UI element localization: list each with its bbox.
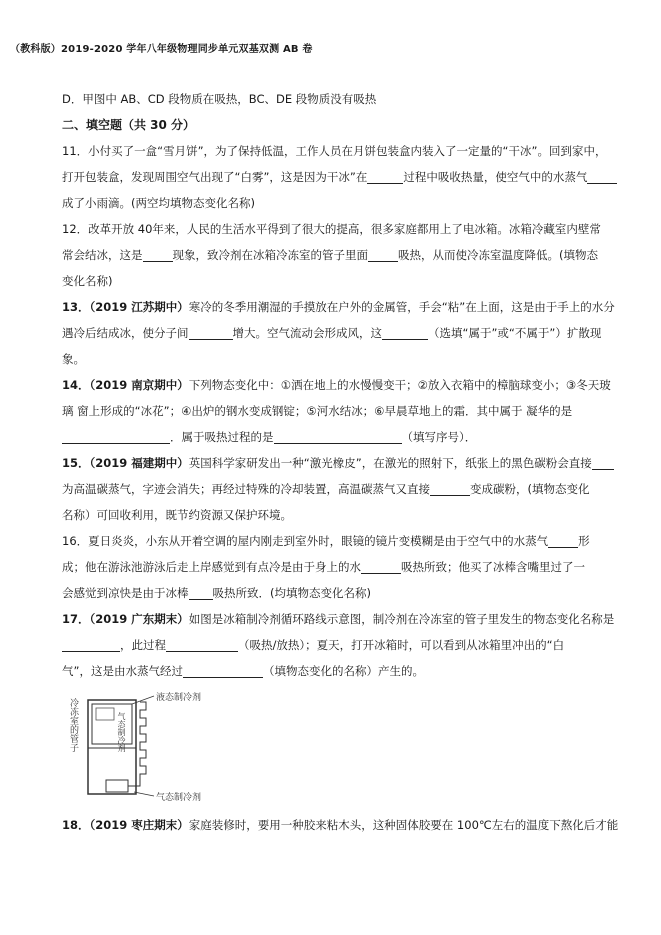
q13-blank-1[interactable] <box>189 325 233 340</box>
q17-text-e: （填物态变化的名称）产生的。 <box>262 664 424 678</box>
q12-text-a: 常会结冰，这是 <box>62 248 143 262</box>
q16-blank-3[interactable] <box>189 585 213 600</box>
q17-line-1 <box>62 606 621 632</box>
q17-line-2 <box>62 632 621 658</box>
q13-text-b: 增大。空气流动会形成风，这 <box>232 326 382 340</box>
fridge-refrigerant-diagram <box>62 690 242 808</box>
q11-line-1: 11．小付买了一盒“雪月饼”，为了保持低温，工作人员在月饼包装盒内装入了一定量的“干冰”。回到家中， <box>62 144 607 158</box>
label-gas-refrigerant: 气态制冷剂 <box>156 793 202 803</box>
q12-line-2 <box>62 242 621 268</box>
q12-text-c: 吸热，从而使冷冻室温度降低。(填物态 <box>398 248 598 262</box>
q13-line-2 <box>62 320 621 346</box>
q15-line-1 <box>62 450 621 476</box>
q18-source: （2019 枣庄期末） <box>89 818 189 832</box>
content-area <box>62 86 621 838</box>
pointer-gas <box>134 792 154 796</box>
label-gas-refrigerant-inner: 气态制冷剂 <box>117 712 126 752</box>
q16-blank-2[interactable] <box>361 559 401 574</box>
question-16 <box>62 528 621 606</box>
q13-source: （2019 江苏期中） <box>89 300 189 314</box>
q17-line-3 <box>62 658 621 684</box>
q11-blank-2[interactable] <box>587 169 617 184</box>
q17-blank-3[interactable] <box>183 663 263 678</box>
q16-line-2 <box>62 554 621 580</box>
q16-text-a: 16．夏日炎炎，小东从开着空调的屋内刚走到室外时，眼镜的镜片变模糊是由于空气中的水蒸气 <box>62 534 549 548</box>
question-15 <box>62 450 621 528</box>
q11-line-2 <box>62 164 621 190</box>
question-17 <box>62 606 621 808</box>
q11-line-3: 成了小雨滴。(两空均填物态变化名称) <box>62 196 255 210</box>
q14-line-2: 璃 窗上形成的“冰花”；④出炉的钢水变成钢锭；⑤河水结冰；⑥早晨草地上的霜．其中属于 凝华的是 <box>62 404 573 418</box>
q13-line-3: 象。 <box>62 352 85 366</box>
q15-blank-2[interactable] <box>430 481 470 496</box>
q18-line-1 <box>62 812 621 838</box>
q17-blank-2[interactable] <box>166 637 238 652</box>
q13-text: 寒冷的冬季用潮湿的手摸放在户外的金属管，手会“粘”在上面，这是由于手上的水分 <box>188 300 615 314</box>
q15-line-3: 名称）可回收利用，既节约资源又保护环境。 <box>62 508 292 522</box>
q14-number: 14． <box>62 378 90 392</box>
q12-line-1: 12．改革开放 40年来，人民的生活水平得到了很大的提高，很多家庭都用上了电冰箱。冰箱冷藏室内壁常 <box>62 222 601 236</box>
q12-blank-1[interactable] <box>143 247 173 262</box>
label-liquid-refrigerant: 液态制冷剂 <box>156 693 202 703</box>
q13-line-1 <box>62 294 621 320</box>
q14-blank-1[interactable] <box>62 429 170 444</box>
q11-blank-1[interactable] <box>367 169 403 184</box>
q16-text-d: 吸热所致；他买了冰棒含嘴里过了一 <box>401 560 585 574</box>
label-freezer-pipe: 冷冻室的管子 <box>68 698 78 752</box>
q14-line-3 <box>62 424 621 450</box>
q18-text: 家庭装修时，要用一种胶来粘木头，这种固体胶要在 100℃左右的温度下熬化后才能 <box>188 818 619 832</box>
q17-text-d: 气”，这是由水蒸气经过 <box>62 664 183 678</box>
q13-text-a: 遇冷后结成冰，使分子间 <box>62 326 189 340</box>
q15-text-b: 变成碳粉，(填物态变化 <box>470 482 590 496</box>
q17-blank-1[interactable] <box>62 637 120 652</box>
q17-text-c: （吸热/放热）；夏天，打开冰箱时，可以看到从冰箱里冲出的“白 <box>238 638 565 652</box>
q16-text-f: 吸热所致．(均填物态变化名称) <box>212 586 371 600</box>
q12-text-b: 现象，致冷剂在冰箱冷冻室的管子里面 <box>172 248 368 262</box>
fridge-diagram-svg <box>62 690 242 808</box>
q13-blank-2[interactable] <box>382 325 428 340</box>
freezer-pipe-coil <box>96 708 114 720</box>
page-header: （教科版）2019-2020 学年八年级物理同步单元双基双测 AB 卷 <box>10 44 313 55</box>
q17-text-b: ，此过程 <box>120 638 166 652</box>
q14-source: （2019 南京期中） <box>89 378 189 392</box>
q13-text-c: （选填“属于”或“不属于”）扩散现 <box>428 326 602 340</box>
q13-number: 13． <box>62 300 90 314</box>
section-title: 二、填空题（共 30 分） <box>62 118 196 132</box>
q16-line-1 <box>62 528 621 554</box>
option-d: D．甲图中 AB、CD 段物质在吸热，BC、DE 段物质没有吸热 <box>62 92 377 106</box>
q11-text-a: 打开包装盒，发现周围空气出现了“白雾”，这是因为干冰”在 <box>62 170 368 184</box>
question-18 <box>62 812 621 838</box>
q15-blank-1[interactable] <box>592 455 614 470</box>
question-14 <box>62 372 621 450</box>
q15-line-2 <box>62 476 621 502</box>
q16-text-e: 会感觉到凉快是由于冰棒 <box>62 586 189 600</box>
question-11 <box>62 138 621 216</box>
question-12 <box>62 216 621 294</box>
q17-source: （2019 广东期末） <box>89 612 189 626</box>
q16-text-b: 形 <box>578 534 590 548</box>
q11-text-b: 过程中吸收热量，使空气中的水蒸气 <box>403 170 588 184</box>
q16-blank-1[interactable] <box>548 533 578 548</box>
q17-number: 17． <box>62 612 90 626</box>
q17-text: 如图是冰箱制冷剂循环路线示意图，制冷剂在冷冻室的管子里发生的物态变化名称是 <box>188 612 615 626</box>
q15-text: 英国科学家研发出一种“激光橡皮”，在激光的照射下，纸张上的黑色碳粉会直接 <box>188 456 592 470</box>
q18-number: 18． <box>62 818 90 832</box>
q15-source: （2019 福建期中） <box>89 456 189 470</box>
question-13 <box>62 294 621 372</box>
compressor <box>106 780 128 792</box>
q16-text-c: 成；他在游泳池游泳后走上岸感觉到有点冷是由于身上的水 <box>62 560 361 574</box>
q14-blank-2[interactable] <box>274 429 402 444</box>
q15-text-a: 为高温碳蒸气，字迹会消失；再经过特殊的冷却装置，高温碳蒸气又直接 <box>62 482 430 496</box>
q16-line-3 <box>62 580 621 606</box>
q12-line-3: 变化名称) <box>62 274 113 288</box>
q12-blank-2[interactable] <box>368 247 398 262</box>
q14-text-c: （填写序号）． <box>401 430 477 444</box>
q14-text: 下列物态变化中：①洒在地上的水慢慢变干；②放入衣箱中的樟脑球变小；③冬天玻 <box>188 378 611 392</box>
q14-text-b: ．属于吸热过程的是 <box>170 430 274 444</box>
q15-number: 15． <box>62 456 90 470</box>
q14-line-1 <box>62 372 621 398</box>
